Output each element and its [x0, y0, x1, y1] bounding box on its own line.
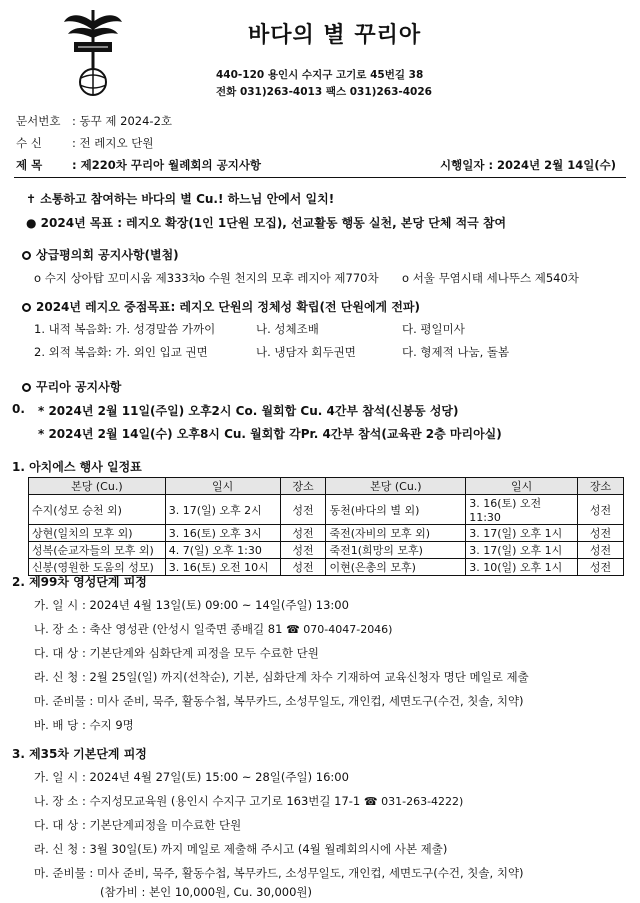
subject: : 제220차 꾸리아 월례회의 공지사항: [72, 158, 262, 172]
table-cell: 성전: [578, 525, 624, 542]
table-cell: 3. 16(토) 오후 3시: [165, 525, 280, 542]
table-cell: 동천(바다의 별 외): [326, 495, 466, 525]
retreat-35-apply: 라. 신 청 : 3월 30일(토) 까지 메일로 제출해 주시고 (4월 월례회의시에 사본 제출): [34, 842, 448, 856]
legio-mariae-logo-icon: [62, 8, 124, 100]
recipient: : 전 레지오 단원: [72, 136, 154, 150]
table-cell: 성전: [280, 495, 326, 525]
table-cell: 3. 17(일) 오후 1시: [466, 542, 578, 559]
table-cell: 성전: [578, 495, 624, 525]
table-cell: 죽전(자비의 모후 외): [326, 525, 466, 542]
column-header: 장소: [578, 478, 624, 495]
table-cell: 성전: [578, 542, 624, 559]
effective-date: 시행일자 : 2024년 2월 14일(수): [440, 158, 617, 172]
table-cell: 3. 16(토) 오전 10시: [165, 559, 280, 576]
table-cell: 성전: [280, 559, 326, 576]
subject-label: 제 목: [16, 158, 43, 172]
recipient-label: 수 신: [16, 136, 42, 150]
retreat-35-fee: (참가비 : 본인 10,000원, Cu. 30,000원): [100, 885, 312, 899]
table-cell: 3. 17(일) 오후 1시: [466, 525, 578, 542]
goal-text: 2024년 목표 : 레지오 확장(1인 1단원 모집), 선교활동 행동 실천, 본당 단체 적극 참여: [40, 216, 507, 230]
table-cell: 신봉(영원한 도움의 성모): [29, 559, 166, 576]
table-cell: 성전: [280, 525, 326, 542]
focus-item: 나. 성체조배: [256, 322, 319, 336]
table-row: [29, 542, 624, 559]
table-cell: 성복(순교자들의 모후 외): [29, 542, 166, 559]
table-cell: 이현(은총의 모후): [326, 559, 466, 576]
retreat-99-target: 다. 대 상 : 기본단계와 심화단계 피정을 모두 수료한 단원: [34, 646, 319, 660]
retreat-35-heading: 3. 제35차 기본단계 피정: [12, 747, 147, 761]
schedule-table: [28, 477, 624, 576]
focus-item: 나. 냉담자 회두권면: [256, 345, 356, 359]
retreat-99-place: 나. 장 소 : 축산 영성관 (안성시 일죽면 종배길 81 ☎ 070-4047-2046): [34, 622, 393, 636]
council-heading: 상급평의회 공지사항(별첨): [22, 246, 179, 263]
goal-line: [26, 214, 506, 231]
focus-heading: 2024년 레지오 중점목표: 레지오 단원의 정체성 확립(전 단원에게 전파): [22, 298, 420, 315]
table-row: [29, 525, 624, 542]
focus-item: 다. 평일미사: [402, 322, 465, 336]
table-cell: 죽전1(희망의 모후): [326, 542, 466, 559]
contact-text: 전화 031)263-4013 팩스 031)263-4026: [216, 86, 432, 98]
retreat-99-items: 마. 준비물 : 미사 준비, 묵주, 활동수첩, 복무카드, 소성무일도, 개인컵, 세면도구(수건, 칫솔, 치약): [34, 694, 524, 708]
table-cell: 성전: [578, 559, 624, 576]
schedule-heading: 1. 아치에스 행사 일정표: [12, 460, 142, 474]
ring-bullet-icon: [22, 383, 31, 392]
table-header-row: [29, 478, 624, 495]
table-cell: 3. 10(일) 오후 1시: [466, 559, 578, 576]
column-header: 본당 (Cu.): [29, 478, 166, 495]
column-header: 본당 (Cu.): [326, 478, 466, 495]
table-cell: 수지(성모 승천 외): [29, 495, 166, 525]
cross-icon: ✝: [26, 192, 37, 206]
phone-icon: ☎ 031-263-4222): [363, 795, 464, 808]
council-item: o 수지 상아탑 꼬미시움 제333차: [34, 271, 200, 285]
retreat-35-date: 가. 일 시 : 2024년 4월 27일(토) 15:00 ~ 28일(주일) 16:00: [34, 770, 349, 784]
ring-bullet-icon: [22, 251, 31, 260]
page-title: 바다의 별 꾸리아: [248, 23, 422, 48]
council-item: o 서울 무염시태 세나뚜스 제540차: [402, 271, 579, 285]
column-header: 장소: [280, 478, 326, 495]
doc-number: : 동꾸 제 2024-2호: [72, 114, 173, 128]
curia-heading: 꾸리아 공지사항: [22, 378, 121, 395]
council-item: o 수원 천지의 모후 레지아 제770차: [198, 271, 379, 285]
table-cell: 3. 16(토) 오전 11:30: [466, 495, 578, 525]
retreat-35-place: 나. 장 소 : 수지성모교육원 (용인시 수지구 고기로 163번길 17-1 ☎ 031-263-4222): [34, 794, 464, 808]
phone-icon: ☎ 070-4047-2046): [286, 623, 393, 636]
doc-number-label: 문서번호: [16, 114, 61, 128]
column-header: 일시: [466, 478, 578, 495]
motto-text: 소통하고 참여하는 바다의 별 Cu.! 하느님 안에서 일치!: [40, 192, 335, 206]
focus-item: 2. 외적 복음화: 가. 외인 입교 권면: [34, 345, 208, 359]
address-text: 440-120 용인시 수지구 고기로 45번길 38: [216, 69, 424, 81]
header-divider: [14, 177, 626, 178]
table-cell: 성전: [280, 542, 326, 559]
focus-item: 1. 내적 복음화: 가. 성경말씀 가까이: [34, 322, 216, 336]
column-header: 일시: [165, 478, 280, 495]
ring-bullet-icon: [22, 303, 31, 312]
table-row: [29, 495, 624, 525]
curia-line-2: * 2024년 2월 14일(수) 오후8시 Cu. 월회합 각Pr. 4간부 참석(교육관 2층 마리아실): [38, 427, 502, 441]
curia-number: 0.: [12, 402, 25, 416]
retreat-99-apply: 라. 신 청 : 2월 25일(일) 까지(선착순), 기본, 심화단계 차수 기재하여 교육신청자 명단 메일로 제출: [34, 670, 529, 684]
retreat-99-heading: 2. 제99차 영성단계 피정: [12, 575, 147, 589]
motto-line: [26, 190, 334, 207]
droplet-icon: ●: [26, 216, 37, 230]
retreat-99-quota: 바. 배 당 : 수지 9명: [34, 718, 134, 732]
table-cell: 4. 7(일) 오후 1:30: [165, 542, 280, 559]
retreat-35-items: 마. 준비물 : 미사 준비, 묵주, 활동수첩, 복무카드, 소성무일도, 개인컵, 세면도구(수건, 칫솔, 치약): [34, 866, 524, 880]
retreat-99-date: 가. 일 시 : 2024년 4월 13일(토) 09:00 ~ 14일(주일) 13:00: [34, 598, 349, 612]
table-cell: 상현(일치의 모후 외): [29, 525, 166, 542]
focus-item: 다. 형제적 나눔, 돌봄: [402, 345, 510, 359]
curia-line-1: * 2024년 2월 11일(주일) 오후2시 Co. 월회합 Cu. 4간부 참석(신봉동 성당): [38, 404, 459, 418]
retreat-35-target: 다. 대 상 : 기본단계피정을 미수료한 단원: [34, 818, 242, 832]
table-cell: 3. 17(일) 오후 2시: [165, 495, 280, 525]
